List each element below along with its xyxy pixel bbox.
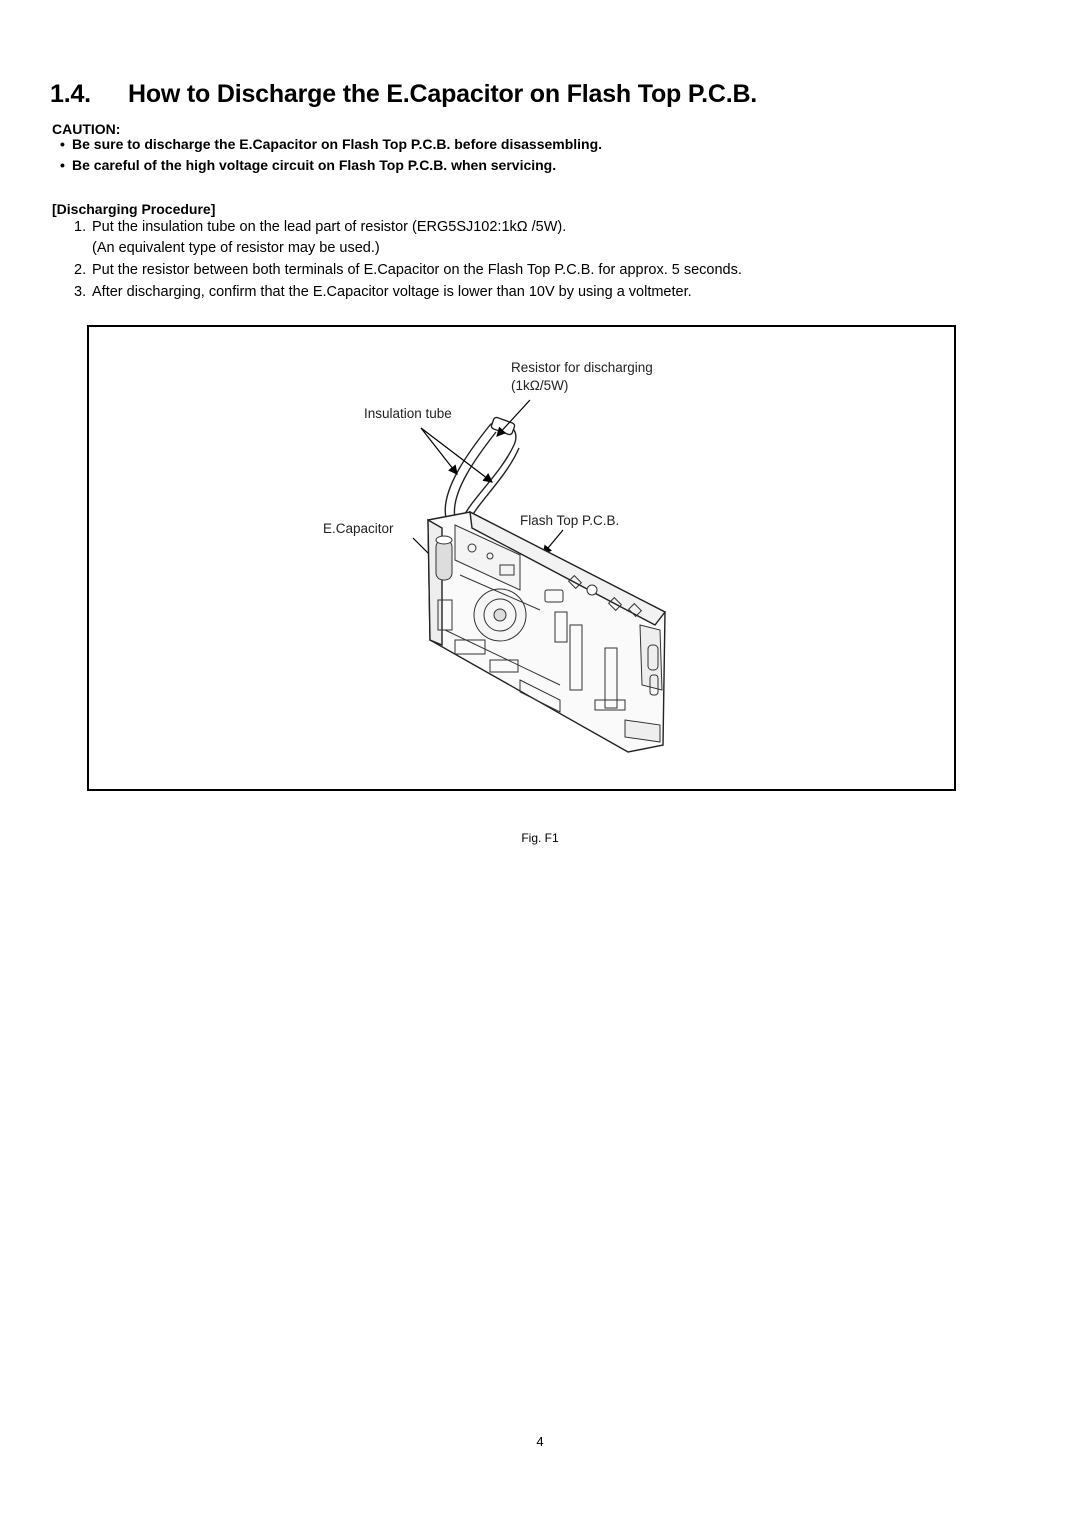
step-text: Put the resistor between both terminals of E.Capacitor on the Flash Top P.C.B. for approx. 5 seconds. [92,262,742,278]
caution-item-text: Be careful of the high voltage circuit on Flash Top P.C.B. when servicing. [72,157,557,173]
step-text: Put the insulation tube on the lead part of resistor (ERG5SJ102:1kΩ /5W). [92,219,567,235]
label-flash-top-pcb: Flash Top P.C.B. [520,513,620,528]
step-text: After discharging, confirm that the E.Capacitor voltage is lower than 10V by using a voltmeter. [92,284,692,300]
caution-item-text: Be sure to discharge the E.Capacitor on Flash Top P.C.B. before disassembling. [72,136,603,152]
label-resistor-value: (1kΩ/5W) [511,378,569,393]
step-number: 3. [74,284,87,300]
figure-caption: Fig. F1 [521,831,559,845]
step-continuation: (An equivalent type of resistor may be used.) [92,240,380,256]
label-resistor: Resistor for discharging [511,360,653,375]
step-number: 1. [74,219,87,235]
label-insulation-tube: Insulation tube [364,406,452,421]
bullet: • [60,136,65,152]
label-e-capacitor: E.Capacitor [323,521,394,536]
section-number: 1.4. [50,80,91,108]
caution-label: CAUTION: [52,121,121,137]
resistor-lead-loop [445,417,519,520]
page-number: 4 [536,1434,544,1449]
procedure-label: [Discharging Procedure] [52,201,216,217]
section-title: How to Discharge the E.Capacitor on Flash Top P.C.B. [128,80,758,108]
bullet: • [60,157,65,173]
step-number: 2. [74,262,87,278]
